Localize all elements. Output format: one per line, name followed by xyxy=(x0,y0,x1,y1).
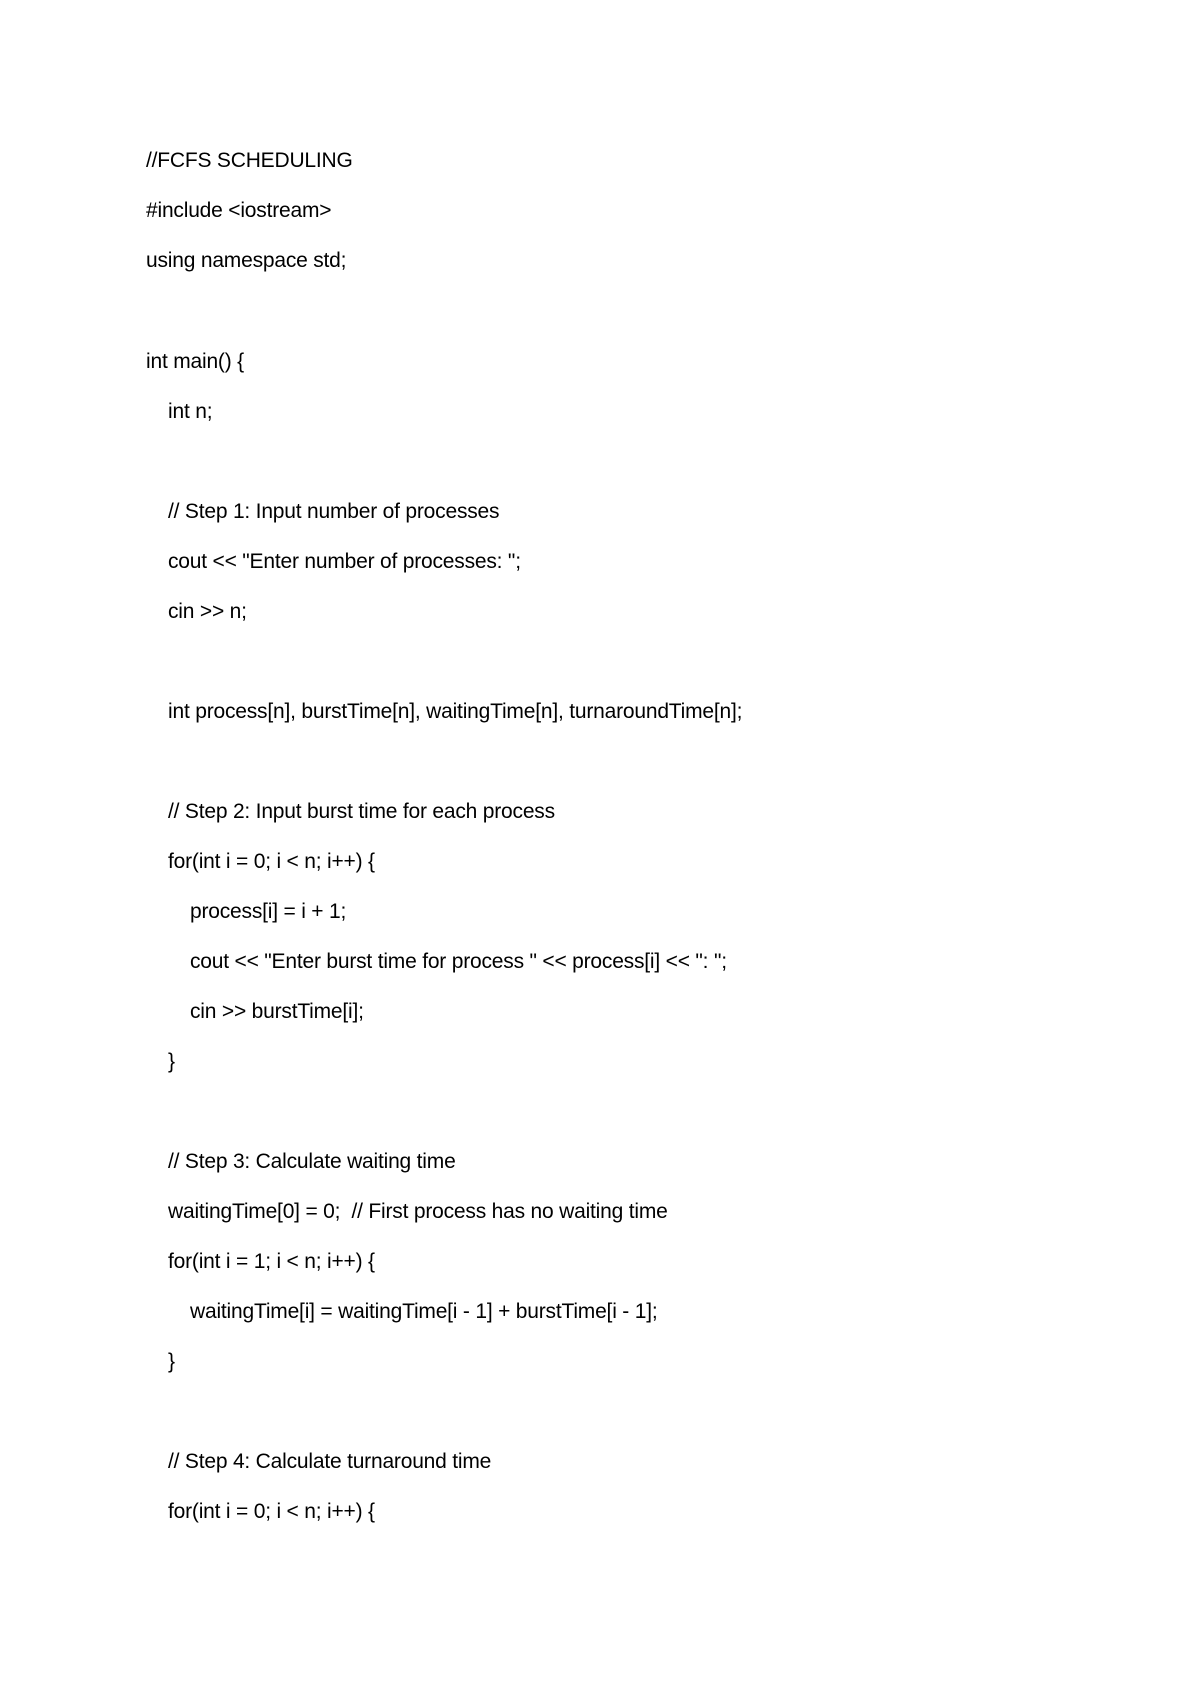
code-line-waiting-calc: waitingTime[i] = waitingTime[i - 1] + burstTime[i - 1]; xyxy=(190,1300,658,1323)
code-line-waiting-zero: waitingTime[0] = 0; // First process has no waiting time xyxy=(168,1200,668,1223)
code-line-cout-burst: cout << "Enter burst time for process " << process[i] << ": "; xyxy=(190,950,727,973)
code-line-process-assign: process[i] = i + 1; xyxy=(190,900,347,923)
code-line-include: #include <iostream> xyxy=(146,199,332,222)
code-line-close-brace-2: } xyxy=(168,1350,175,1373)
code-line-main: int main() { xyxy=(146,350,244,373)
code-line-array-decl: int process[n], burstTime[n], waitingTime[n], turnaroundTime[n]; xyxy=(168,700,743,723)
code-line-cout-processes: cout << "Enter number of processes: "; xyxy=(168,550,521,573)
code-line-step4-comment: // Step 4: Calculate turnaround time xyxy=(168,1450,492,1473)
code-line-namespace: using namespace std; xyxy=(146,249,347,272)
code-line-cin-burst: cin >> burstTime[i]; xyxy=(190,1000,364,1023)
code-line-step1-comment: // Step 1: Input number of processes xyxy=(168,500,500,523)
code-line-close-brace-1: } xyxy=(168,1050,175,1073)
code-line-step3-comment: // Step 3: Calculate waiting time xyxy=(168,1150,456,1173)
code-line-int-n: int n; xyxy=(168,400,213,423)
code-line-comment-title: //FCFS SCHEDULING xyxy=(146,149,353,172)
code-line-for-loop-1: for(int i = 0; i < n; i++) { xyxy=(168,850,375,873)
code-line-for-loop-3: for(int i = 0; i < n; i++) { xyxy=(168,1500,375,1523)
code-line-for-loop-2: for(int i = 1; i < n; i++) { xyxy=(168,1250,375,1273)
code-line-cin-n: cin >> n; xyxy=(168,600,247,623)
code-line-step2-comment: // Step 2: Input burst time for each process xyxy=(168,800,555,823)
